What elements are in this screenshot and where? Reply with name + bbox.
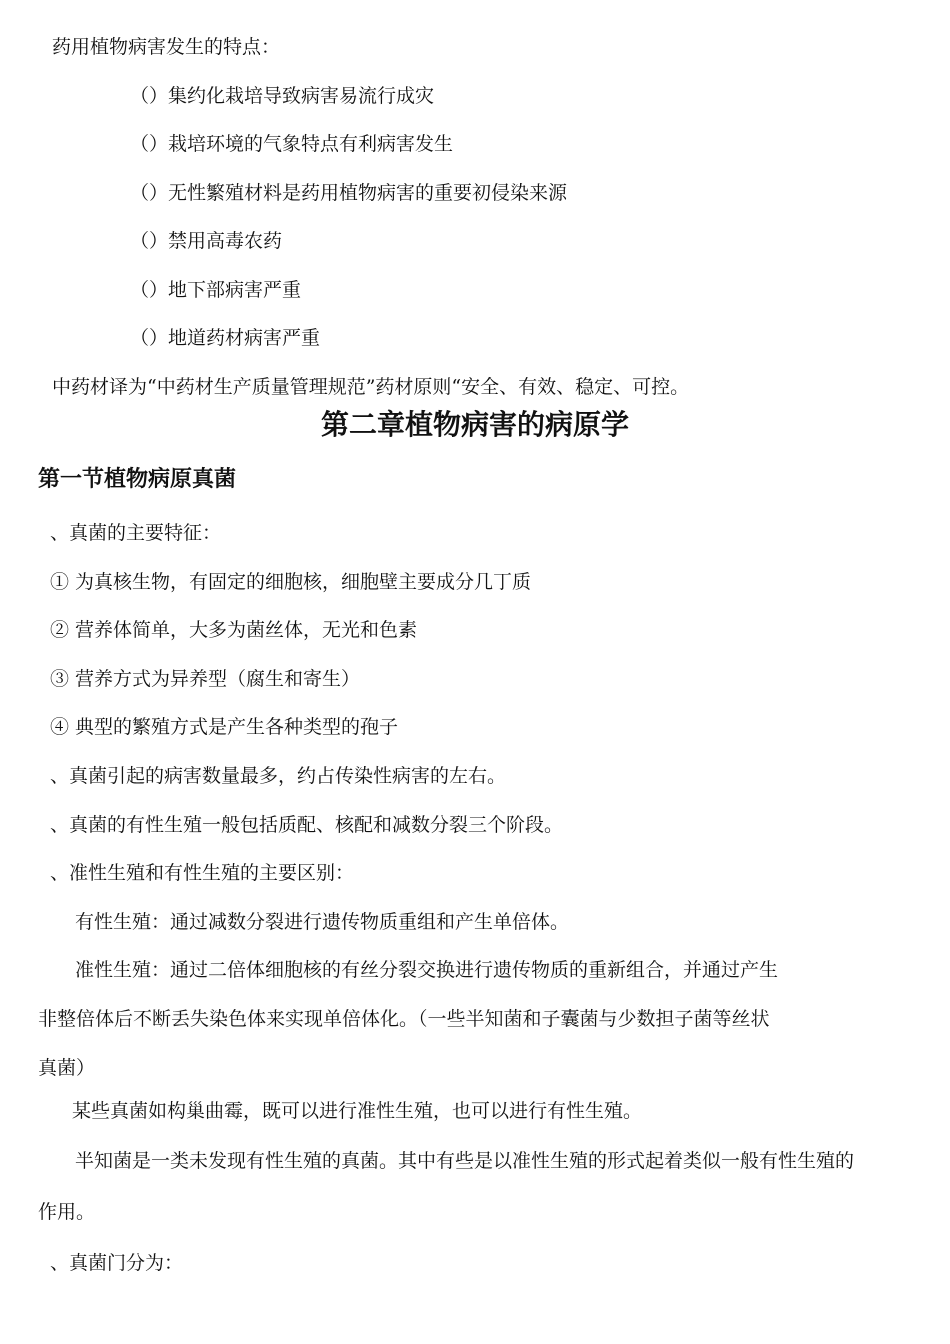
feature-item: ④ 典型的繁殖方式是产生各种类型的孢子: [50, 716, 399, 738]
option-item: （）地下部病害严重: [130, 279, 302, 301]
option-item: （）禁用高毒农药: [130, 230, 283, 252]
feature-item: ① 为真核生物，有固定的细胞核，细胞壁主要成分几丁质: [50, 571, 532, 593]
feature-item: ③ 营养方式为异养型（腐生和寄生）: [50, 668, 361, 690]
imperfect-fungi-line: 作用。: [38, 1201, 96, 1223]
option-item: （）无性繁殖材料是药用植物病害的重要初侵染来源: [130, 182, 568, 204]
chapter-title: 第二章植物病害的病原学: [320, 408, 629, 441]
gap-note: 中药材译为“中药材生产质量管理规范”药材原则“安全、有效、稳定、可控。: [52, 376, 690, 398]
intro-heading: 药用植物病害发生的特点：: [52, 36, 281, 58]
difference-heading: 、准性生殖和有性生殖的主要区别：: [50, 862, 355, 884]
option-item: （）地道药材病害严重: [130, 327, 321, 349]
imperfect-fungi-line: 半知菌是一类未发现有性生殖的真菌。其中有些是以准性生殖的形式起着类似一般有性生殖的: [75, 1150, 855, 1172]
option-item: （）栽培环境的气象特点有利病害发生: [130, 133, 454, 155]
phyla-heading: 、真菌门分为：: [50, 1252, 184, 1274]
parasexual-definition-line: 准性生殖：通过二倍体细胞核的有丝分裂交换进行遗传物质的重新组合，并通过产生: [75, 959, 779, 981]
features-heading: 、真菌的主要特征：: [50, 522, 222, 544]
sexual-stages-text: 、真菌的有性生殖一般包括质配、核配和减数分裂三个阶段。: [50, 814, 564, 836]
option-item: （）集约化栽培导致病害易流行成灾: [130, 85, 435, 107]
section-title: 第一节植物病原真菌: [38, 467, 237, 492]
sexual-definition: 有性生殖：通过减数分裂进行遗传物质重组和产生单倍体。: [75, 911, 570, 933]
aspergillus-note: 某些真菌如构巢曲霉，既可以进行准性生殖，也可以进行有性生殖。: [72, 1100, 643, 1122]
disease-count-text: 、真菌引起的病害数量最多，约占传染性病害的左右。: [50, 765, 507, 787]
feature-item: ② 营养体简单，大多为菌丝体，无光和色素: [50, 619, 418, 641]
parasexual-definition-line: 非整倍体后不断丢失染色体来实现单倍体化。（一些半知菌和子囊菌与少数担子菌等丝状: [38, 1008, 770, 1030]
parasexual-definition-line: 真菌）: [38, 1057, 96, 1079]
